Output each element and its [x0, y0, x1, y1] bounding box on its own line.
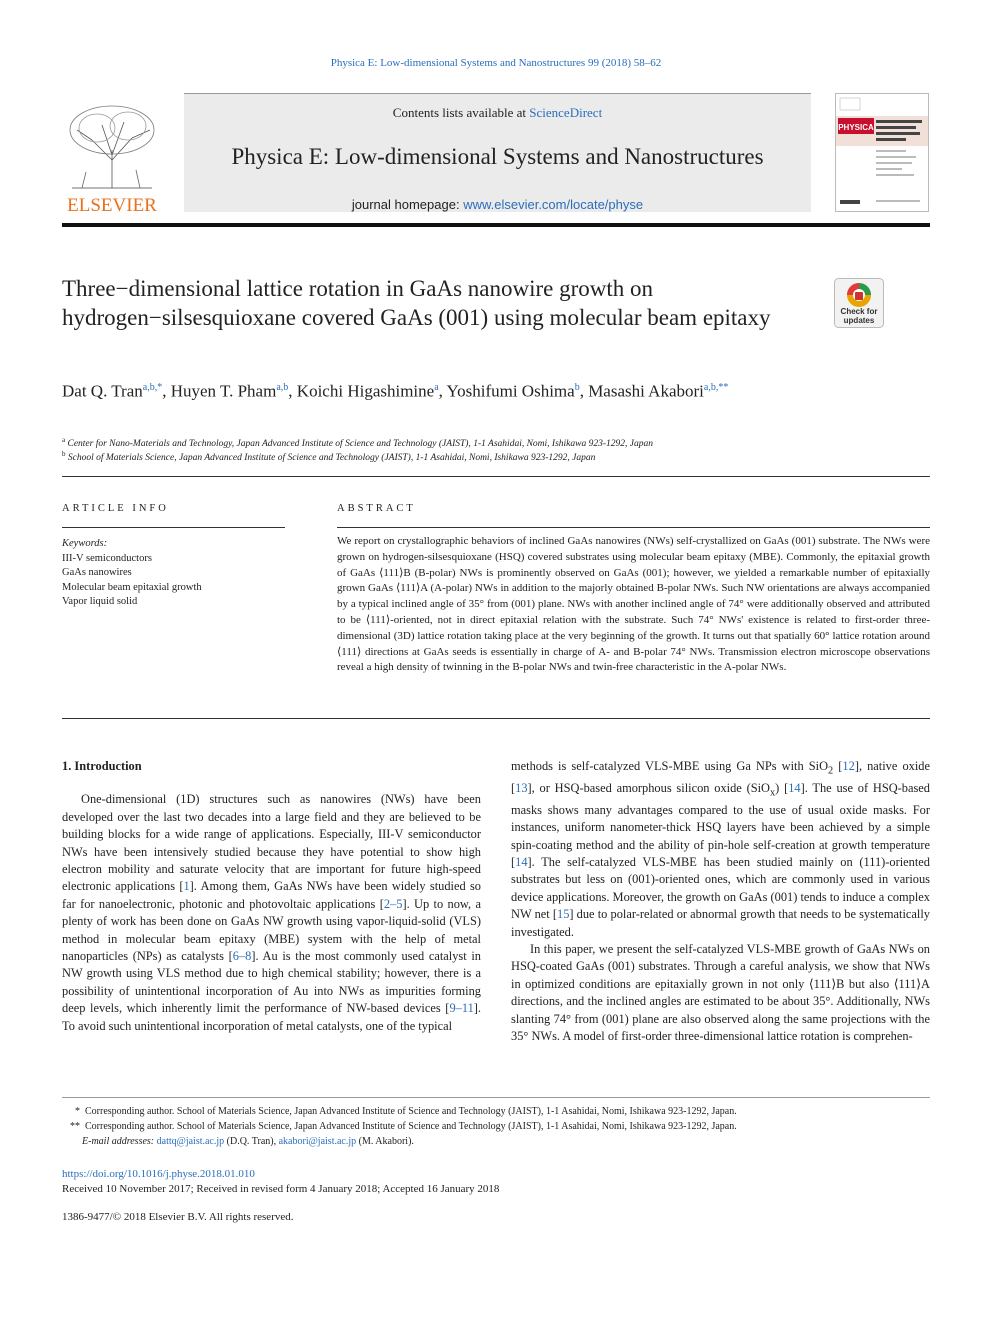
author-name[interactable]: Koichi Higashimine [296, 381, 435, 401]
keyword: Vapor liquid solid [62, 596, 138, 607]
reference-link[interactable]: 9–11 [449, 1001, 474, 1016]
subscript: 2 [828, 765, 834, 777]
keyword: III-V semiconductors [62, 552, 152, 564]
text-run: ]. Up to now, a plenty of work has been done on GaAs NW growth using vapor-liquid-solid (VLS) method in molecular beam epitaxy (MBE) system with the help of metal nanoparticles (NPs) as catalysts [ [62, 896, 481, 964]
journal-cover[interactable] [835, 93, 929, 212]
journal-banner [184, 93, 811, 212]
text-run: ]. Among them, GaAs NWs have been widely studied so far for nanoelectronic, photonic and photovoltaic applications [ [62, 879, 481, 911]
email-label: E-mail addresses: [82, 1136, 155, 1147]
section-rule [62, 476, 930, 477]
header-rule [62, 223, 930, 227]
footnote-text: Corresponding author. School of Materials Science, Japan Advanced Institute of Science and Technology (JAIST), 1-1 Asahidai, Nomi, Ishikawa 923-1292, Japan. [85, 1106, 737, 1117]
reference-link[interactable]: 12 [842, 759, 855, 773]
email-link[interactable]: dattq@jaist.ac.jp [156, 1136, 225, 1147]
check-for-updates-button[interactable] [834, 278, 884, 328]
author-separator: , [162, 381, 171, 401]
reference-link[interactable]: 1 [183, 879, 190, 894]
footnote-corresponding-2 [62, 1119, 930, 1134]
doi-link[interactable]: https://doi.org/10.1016/j.physe.2018.01.010 [62, 1168, 255, 1180]
homepage-prefix: journal homepage: [351, 197, 464, 212]
text-run: ]. The self-catalyzed VLS-MBE has been studied mainly on (111)-oriented substrates but less on (001)-oriented ones, which are commonly used in various device applications. Moreover, the growth on GaAs (001) tends to induce a complex NW net [ [511, 854, 930, 922]
paragraph [511, 758, 930, 941]
affiliation-text: School of Materials Science, Japan Advanced Institute of Science and Technology (JAIST), 1-1 Asahidai, Nomi, Ishikawa 923-1292, Japan [67, 453, 596, 464]
affiliation-mark: a [62, 436, 66, 444]
reference-link[interactable]: 13 [515, 780, 528, 795]
text-run: ], or HSQ-based amorphous silicon oxide (SiO [527, 780, 770, 795]
author-separator: , [438, 381, 447, 401]
reference-link[interactable]: 6–8 [232, 949, 252, 964]
abstract-heading: ABSTRACT [337, 503, 416, 514]
elsevier-tree-icon [62, 100, 162, 215]
homepage-link[interactable]: www.elsevier.com/locate/physe [463, 197, 644, 212]
text-run: methods is self-catalyzed VLS-MBE using Ga NPs with SiO [511, 759, 829, 773]
keyword: Molecular beam epitaxial growth [62, 581, 202, 593]
author-separator: , [579, 381, 589, 401]
text-run: ], native oxide [ [511, 759, 930, 795]
article-info-heading: ARTICLE INFO [62, 503, 169, 514]
article-info-rule [62, 527, 285, 528]
article-title: Three−dimensional lattice rotation in GaAs nanowire growth on hydrogen−silsesquioxane covered GaAs (001) using molecular beam epitaxy [62, 276, 771, 330]
contents-line [184, 105, 811, 121]
cover-label: PHYSICA [838, 123, 874, 132]
email-link[interactable]: akabori@jaist.ac.jp [278, 1136, 357, 1147]
homepage-line [184, 197, 811, 212]
text-run: [ [833, 759, 843, 773]
email-owner: (M. Akabori). [356, 1136, 414, 1147]
keywords-label: Keywords: [62, 538, 108, 549]
keywords-block [62, 537, 285, 610]
text-run: ]. To avoid such unintentional incorporation of metal catalysts, one of the typical [62, 1001, 481, 1033]
affiliation-text: Center for Nano-Materials and Technology, Japan Advanced Institute of Science and Technology (JAIST), 1-1 Asahidai, Nomi, Ishikawa 923-1292, Japan [67, 439, 653, 450]
journal-cover-image [836, 94, 928, 211]
author-affiliation-marks[interactable]: a,b,** [703, 382, 729, 393]
footnote-corresponding-1 [62, 1104, 930, 1119]
affiliation-b [62, 447, 922, 465]
abstract-text: We report on crystallographic behaviors of inclined GaAs nanowires (NWs) self-crystallized on GaAs (001) substrate. The NWs were grown on hydrogen-silsesquioxane (HSQ) covered substrates using molecular beam epitaxy (MBE). Commonly, the epitaxial growth of GaAs ⟨111⟩B (B-polar) NWs is prominently observed on GaAs (001); however, we yielded a remarkable number of epitaxially grown GaAs ⟨111⟩A (A-polar) NWs in addition to the majorly obtained B-polar NWs. Such NW orientations are always accompanied by a typical inclined angle of 35° from (001) plane. NWs with another inclined angle of 74° were additionally observed and attributed to be ⟨111⟩-oriented, not in direct epitaxial relation with the substrate. Such 74° NWs' existence is related to first-order three-dimensional (3D) lattice rotation taking place at the very beginning of the growth. It turns out that spatially 60° lattice rotation around ⟨111⟩ directions at GaAs seeds is essentially in charge of A- and B-polar 74° NWs. Transmission electron microscope observations reveal a high density of twinning in the B-polar NWs and twin-free characteristic in the A-polar NWs. [337, 535, 930, 674]
footnote-mark: ** [70, 1121, 80, 1132]
affiliation-mark: b [62, 450, 66, 458]
footnote-text: Corresponding author. School of Materials Science, Japan Advanced Institute of Science and Technology (JAIST), 1-1 Asahidai, Nomi, Ishikawa 923-1292, Japan. [85, 1121, 737, 1132]
author-name[interactable]: Huyen T. Pham [170, 381, 277, 401]
received-dates: Received 10 November 2017; Received in revised form 4 January 2018; Accepted 16 January 2018 [62, 1183, 500, 1195]
paragraph: In this paper, we present the self-catalyzed VLS-MBE growth of GaAs NWs on HSQ-coated GaAs (001) substrates. Through a careful analysis, we show that NWs in optimized conditions are epitaxially grown in not only ⟨111⟩B but also ⟨111⟩A directions, and the inclined angles are estimated to be about 35°. Additionally, NWs slanting 74° from (001) plane are also observed along the same projections with the 35° NWs. A model of first-order three-dimensional lattice rotation is comprehen- [511, 942, 930, 1044]
text-run: ]. The use of HSQ-based masks shows many advantages compared to the use of usual oxide masks. For instances, uniform nanometer-thick HSQ layers have been achieved by a simple spin-coating method and the ability of pin-hole self-creation at growth temperature [ [511, 780, 930, 869]
text-run: ]. Au is the most commonly used catalyst in NW growth using VLS method due to high chemical stability; however, there is a possibility of unintentional incorporation of Au into NWs as impurities forming deep levels, which inherently limit the performance of NW-based devices [ [62, 949, 481, 1016]
reference-link[interactable]: 14 [515, 854, 528, 869]
footnote-emails [82, 1134, 930, 1149]
author-affiliation-marks[interactable]: a,b,* [142, 382, 163, 393]
footnote-mark: * [75, 1106, 80, 1117]
author-affiliation-marks[interactable]: b [574, 382, 580, 393]
reference-link[interactable]: 15 [557, 907, 570, 922]
contents-prefix: Contents lists available at [392, 105, 530, 120]
running-head[interactable]: Physica E: Low-dimensional Systems and Nanostructures 99 (2018) 58–62 [330, 57, 662, 69]
subscript: x [770, 787, 776, 799]
elsevier-logo[interactable] [62, 100, 162, 215]
section-heading: 1. Introduction [62, 759, 142, 773]
email-owner: (D.Q. Tran), [224, 1136, 279, 1147]
text-run: ) [ [775, 780, 789, 795]
publisher-wordmark: ELSEVIER [67, 195, 157, 215]
author-affiliation-marks[interactable]: a,b [276, 382, 289, 393]
author-name[interactable]: Masashi Akabori [588, 381, 704, 401]
reference-link[interactable]: 2–5 [383, 896, 403, 911]
sciencedirect-link[interactable]: ScienceDirect [529, 105, 603, 120]
abstract-rule [337, 527, 930, 528]
body-column-right [511, 758, 930, 1045]
abstract-bottom-rule [62, 718, 930, 719]
copyright: 1386-9477/© 2018 Elsevier B.V. All rights reserved. [62, 1211, 294, 1223]
text-run: ] due to polar-related or abnormal growth that needs to be systematically investigated. [511, 907, 930, 939]
author-list [62, 377, 822, 403]
check-for-updates-label: Check for updates [840, 307, 878, 325]
journal-title: Physica E: Low-dimensional Systems and Nanostructures [231, 144, 764, 169]
text-run: One-dimensional (1D) structures such as nanowires (NWs) have been developed over the last two decades into a large field and they are believed to be building blocks for a wide range of applications. Especially, III-V semiconductor NWs have been intensively studied because they have potential to show high electron mobility and saturate velocity that are important for future high-speed electronic applications [ [62, 792, 481, 894]
reference-link[interactable]: 14 [788, 780, 801, 795]
footnote-rule [62, 1097, 930, 1098]
author-name[interactable]: Yoshifumi Oshima [446, 381, 575, 401]
author-affiliation-marks[interactable]: a [434, 382, 439, 393]
author-name[interactable]: Dat Q. Tran [62, 381, 143, 401]
keyword: GaAs nanowires [62, 567, 132, 578]
author-separator: , [288, 381, 297, 401]
body-column-left [62, 758, 481, 1035]
paragraph [62, 791, 481, 1035]
